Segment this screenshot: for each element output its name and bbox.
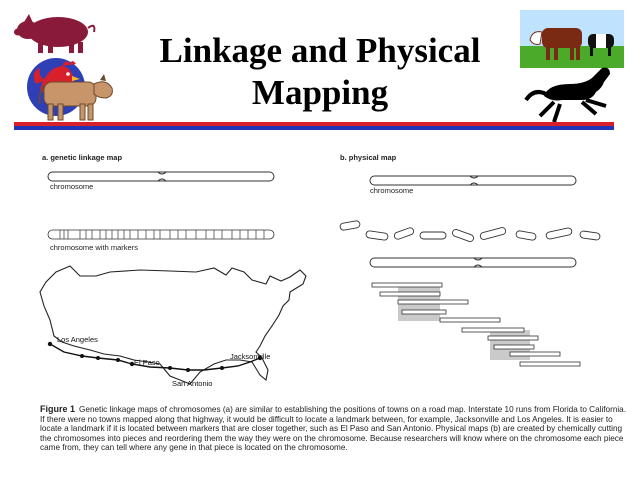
title-line-1: Linkage and Physical bbox=[159, 31, 481, 70]
panel-a-chromosome-label: chromosome bbox=[50, 182, 94, 191]
contig-bar bbox=[462, 328, 524, 332]
chromosome-fragment bbox=[340, 220, 361, 230]
reassembled-chromosome bbox=[370, 258, 576, 267]
caption-text: Genetic linkage maps of chromosomes (a) are similar to establishing the positions of towns on a road map. Interstate 10 runs from Florida to California. If there were no towns mapped along that highway, it would be difficult to locate a landmark between, for example, Jacksonville and Los Angeles. It is easier to locate a landmark if it is located between markers that are closer together, such as El Paso and San Antonio. Physical maps (b) are created by chemically cutting the chromosomes into pieces and reordering them the way they were on the chromosome. Because researchers will know where on the chromosome each piece came from, they can tell where any gene in that piece is located on the chromosome. bbox=[40, 405, 627, 453]
chromosome-fragment bbox=[546, 227, 573, 239]
chromosome-fragment bbox=[580, 231, 601, 241]
us-map-outline bbox=[40, 266, 306, 384]
chromosome-fragment bbox=[420, 232, 446, 239]
chromosome-fragment bbox=[366, 231, 389, 241]
contig-bar bbox=[520, 362, 580, 366]
caption-label: Figure 1 bbox=[40, 404, 76, 414]
contig-bar bbox=[488, 336, 538, 340]
city-san-antonio: San Antonio bbox=[172, 379, 213, 388]
city-el-paso: El Paso bbox=[134, 358, 160, 367]
chromosome-fragment bbox=[451, 228, 474, 242]
contig-bar bbox=[372, 283, 442, 287]
contig-bar bbox=[510, 352, 560, 356]
panel-b-label: b. physical map bbox=[340, 153, 397, 162]
physical-chromosome bbox=[370, 176, 576, 185]
panel-a-markers-label: chromosome with markers bbox=[50, 243, 138, 252]
figure-caption bbox=[40, 405, 630, 453]
panel-b-chromosome-label: chromosome bbox=[370, 186, 414, 195]
chromosome-fragment bbox=[393, 227, 414, 240]
contig-bar bbox=[402, 310, 446, 314]
contig-bar bbox=[440, 318, 500, 322]
chromosome-fragment bbox=[480, 227, 507, 240]
chromosome-fragments bbox=[340, 220, 601, 242]
city-jacksonville: Jacksonville bbox=[230, 352, 271, 361]
city-los-angeles: Los Angeles bbox=[57, 335, 98, 344]
marker-ticks bbox=[60, 230, 264, 239]
linkage-chromosome bbox=[48, 172, 274, 181]
contig-bar bbox=[398, 300, 468, 304]
panel-a-label: a. genetic linkage map bbox=[42, 153, 123, 162]
chromosome-fragment bbox=[516, 230, 537, 240]
title-line-2: Mapping bbox=[251, 73, 389, 112]
contig-bar bbox=[380, 292, 440, 296]
contig-bars bbox=[372, 283, 580, 366]
contig-bar bbox=[494, 345, 534, 349]
